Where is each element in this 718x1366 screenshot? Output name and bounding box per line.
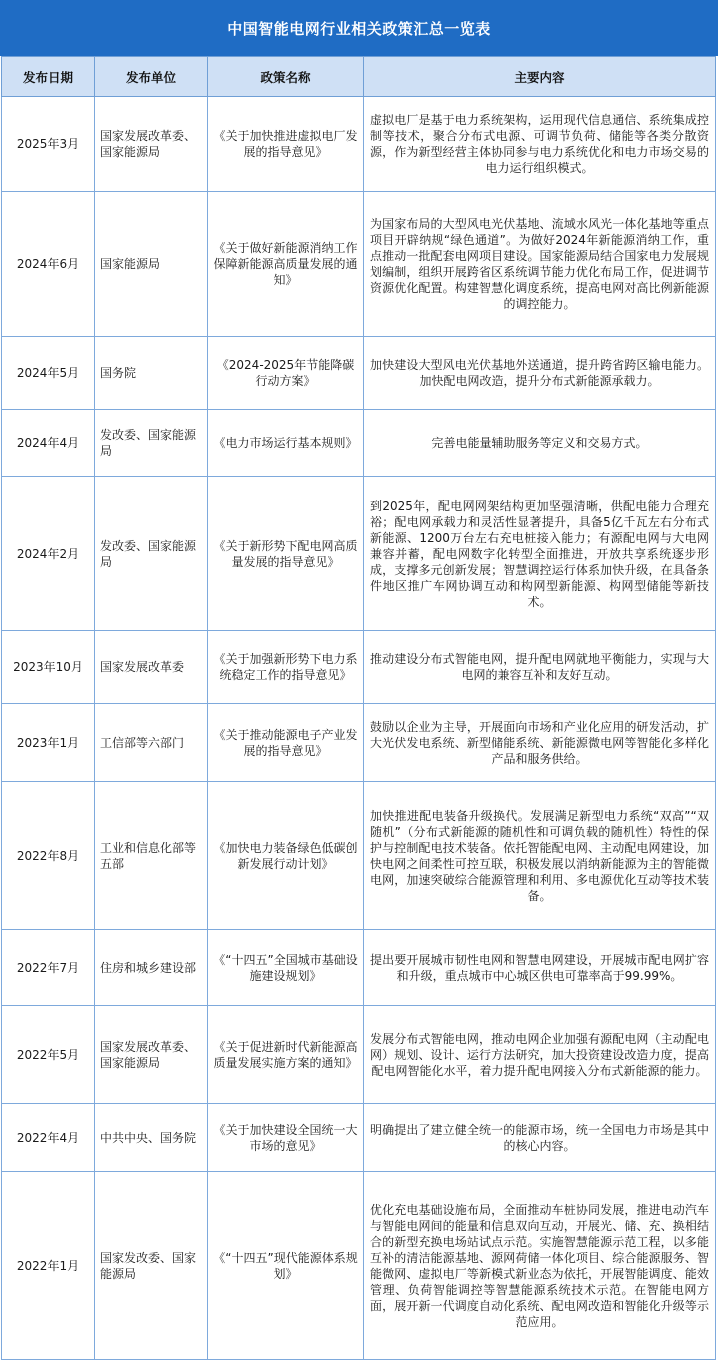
cell-content: 虚拟电厂是基于电力系统架构，运用现代信息通信、系统集成控制等技术，聚合分布式电源、可调节负荷、储能等各类分散资源，作为新型经营主体协同参与电力系统优化和电力市场交易的电力运行组织模式。	[364, 97, 716, 192]
cell-policy: 《“十四五”全国城市基础设施建设规划》	[208, 930, 364, 1006]
cell-date: 2024年4月	[2, 410, 95, 477]
cell-policy: 《关于加强新形势下电力系统稳定工作的指导意见》	[208, 631, 364, 704]
table-row	[2, 337, 716, 410]
table-row	[2, 631, 716, 704]
cell-date: 2022年5月	[2, 1006, 95, 1104]
table-row	[2, 930, 716, 1006]
cell-unit: 发改委、国家能源局	[95, 410, 208, 477]
cell-unit: 工信部等六部门	[95, 704, 208, 782]
cell-date: 2022年4月	[2, 1104, 95, 1172]
cell-unit: 国家能源局	[95, 192, 208, 337]
cell-policy: 《2024-2025年节能降碳行动方案》	[208, 337, 364, 410]
policy-table	[1, 56, 716, 1360]
header-unit: 发布单位	[95, 57, 208, 97]
cell-policy: 《电力市场运行基本规则》	[208, 410, 364, 477]
table-title: 中国智能电网行业相关政策汇总一览表	[0, 0, 718, 56]
header-date: 发布日期	[2, 57, 95, 97]
cell-content: 加快建设大型风电光伏基地外送通道，提升跨省跨区输电能力。加快配电网改造，提升分布式新能源承载力。	[364, 337, 716, 410]
cell-content: 推动建设分布式智能电网，提升配电网就地平衡能力，实现与大电网的兼容互补和友好互动。	[364, 631, 716, 704]
cell-content: 鼓励以企业为主导，开展面向市场和产业化应用的研发活动，扩大光伏发电系统、新型储能系统、新能源微电网等智能化多样化产品和服务供给。	[364, 704, 716, 782]
cell-date: 2023年10月	[2, 631, 95, 704]
table-row	[2, 410, 716, 477]
cell-unit: 国家发展改革委、国家能源局	[95, 1006, 208, 1104]
cell-content: 到2025年，配电网网架结构更加坚强清晰，供配电能力合理充裕；配电网承载力和灵活性显著提升，具备5亿千瓦左右分布式新能源、1200万台左右充电桩接入能力；有源配电网与大电网兼容并蓄，配电网数字化转型全面推进，开放共享系统逐步形成，支撑多元创新发展；智慧调控运行体系加快升级，在具备条件地区推广车网协调互动和构网型新能源、构网型储能等新技术。	[364, 477, 716, 631]
cell-content: 提出要开展城市韧性电网和智慧电网建设，开展城市配电网扩容和升级，重点城市中心城区供电可靠率高于99.99%。	[364, 930, 716, 1006]
cell-content: 加快推进配电装备升级换代。发展满足新型电力系统“双高”“双随机”（分布式新能源的随机性和可调负载的随机性）特性的保护与控制配电技术装备。依托智能配电网、主动配电网建设，加快电网之间柔性可控互联，积极发展以消纳新能源为主的智能微电网，加速突破综合能源管理和利用、多电源优化互动等技术装备。	[364, 782, 716, 930]
table-row	[2, 1172, 716, 1360]
cell-date: 2022年8月	[2, 782, 95, 930]
cell-content: 完善电能量辅助服务等定义和交易方式。	[364, 410, 716, 477]
table-row	[2, 782, 716, 930]
cell-policy: 《关于新形势下配电网高质量发展的指导意见》	[208, 477, 364, 631]
cell-unit: 住房和城乡建设部	[95, 930, 208, 1006]
cell-unit: 国家发改委、国家能源局	[95, 1172, 208, 1360]
cell-date: 2023年1月	[2, 704, 95, 782]
table-row	[2, 97, 716, 192]
table-row	[2, 192, 716, 337]
cell-policy: 《关于促进新时代新能源高质量发展实施方案的通知》	[208, 1006, 364, 1104]
cell-unit: 国务院	[95, 337, 208, 410]
cell-unit: 发改委、国家能源局	[95, 477, 208, 631]
cell-date: 2024年5月	[2, 337, 95, 410]
cell-policy: 《关于做好新能源消纳工作保障新能源高质量发展的通知》	[208, 192, 364, 337]
cell-date: 2025年3月	[2, 97, 95, 192]
header-content: 主要内容	[364, 57, 716, 97]
cell-content: 优化充电基础设施布局，全面推动车桩协同发展，推进电动汽车与智能电网间的能量和信息双向互动，开展光、储、充、换相结合的新型充换电场站试点示范。实施智慧能源示范工程，以多能互补的清洁能源基地、源网荷储一体化项目、综合能源服务、智能微网、虚拟电厂等新模式新业态为依托，开展智能调度、能效管理、负荷智能调控等智慧能源系统技术示范。在智能电网方面，展开新一代调度自动化系统、配电网改造和智能化升级等示范应用。	[364, 1172, 716, 1360]
cell-policy: 《关于加快建设全国统一大市场的意见》	[208, 1104, 364, 1172]
header-row	[2, 57, 716, 97]
cell-policy: 《关于推动能源电子产业发展的指导意见》	[208, 704, 364, 782]
table-row	[2, 1104, 716, 1172]
cell-content: 为国家布局的大型风电光伏基地、流域水风光一体化基地等重点项目开辟纳规“绿色通道”。为做好2024年新能源消纳工作，重点推动一批配套电网项目建设。国家能源局结合国家电力发展规划编制，组织开展跨省区系统调节能力优化布局工作，促进调节资源优化配置。构建智慧化调度系统，提高电网对高比例新能源的调控能力。	[364, 192, 716, 337]
cell-date: 2022年1月	[2, 1172, 95, 1360]
cell-unit: 中共中央、国务院	[95, 1104, 208, 1172]
header-policy: 政策名称	[208, 57, 364, 97]
cell-policy: 《“十四五”现代能源体系规划》	[208, 1172, 364, 1360]
cell-content: 发展分布式智能电网，推动电网企业加强有源配电网（主动配电网）规划、设计、运行方法研究，加大投资建设改造力度，提高配电网智能化水平，着力提升配电网接入分布式新能源的能力。	[364, 1006, 716, 1104]
cell-policy: 《关于加快推进虚拟电厂发展的指导意见》	[208, 97, 364, 192]
table-row	[2, 477, 716, 631]
cell-policy: 《加快电力装备绿色低碳创新发展行动计划》	[208, 782, 364, 930]
cell-unit: 国家发展改革委	[95, 631, 208, 704]
cell-date: 2024年2月	[2, 477, 95, 631]
table-row	[2, 1006, 716, 1104]
cell-date: 2024年6月	[2, 192, 95, 337]
cell-date: 2022年7月	[2, 930, 95, 1006]
cell-content: 明确提出了建立健全统一的能源市场，统一全国电力市场是其中的核心内容。	[364, 1104, 716, 1172]
cell-unit: 工业和信息化部等五部	[95, 782, 208, 930]
cell-unit: 国家发展改革委、国家能源局	[95, 97, 208, 192]
table-row	[2, 704, 716, 782]
